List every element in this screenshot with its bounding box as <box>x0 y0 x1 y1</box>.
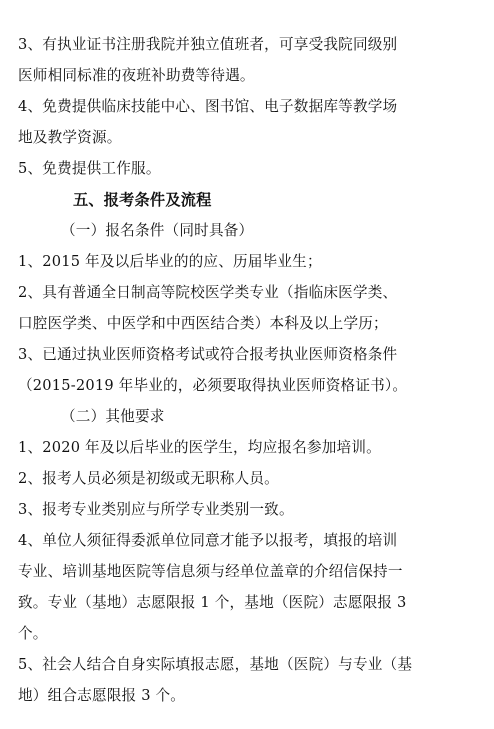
item-3-line-2: 医师相同标准的夜班补助费等待遇。 <box>18 67 255 84</box>
item-4-line-1: 4、免费提供临床技能中心、图书馆、电子数据库等教学场 <box>18 98 398 115</box>
subsection-heading-1: （一）报名条件（同时具备） <box>61 222 254 239</box>
requirement-3: 3、报考专业类别应与所学专业类别一致。 <box>18 501 294 518</box>
item-5-line-1: 5、免费提供工作服。 <box>18 160 161 177</box>
condition-3-line-2: （2015-2019 年毕业的，必须要取得执业医师资格证书）。 <box>18 377 408 394</box>
condition-1: 1、2015 年及以后毕业的的应、历届毕业生； <box>18 253 322 270</box>
requirement-4-line-4: 个。 <box>18 625 48 642</box>
requirement-4-line-3: 致。专业（基地）志愿限报 1 个，基地（医院）志愿限报 3 <box>18 594 407 611</box>
section-heading: 五、报考条件及流程 <box>73 191 212 209</box>
subsection-heading-2: （二）其他要求 <box>61 408 165 425</box>
requirement-5-line-1: 5、社会人结合自身实际填报志愿，基地（医院）与专业（基 <box>18 656 413 673</box>
item-3-line-1: 3、有执业证书注册我院并独立值班者，可享受我院同级别 <box>18 36 398 53</box>
requirement-5-line-2: 地）组合志愿限报 3 个。 <box>18 687 186 704</box>
requirement-4-line-1: 4、单位人须征得委派单位同意才能予以报考，填报的培训 <box>18 532 398 549</box>
condition-2-line-1: 2、具有普通全日制高等院校医学类专业（指临床医学类、 <box>18 284 398 301</box>
requirement-2: 2、报考人员必须是初级或无职称人员。 <box>18 470 279 487</box>
requirement-1: 1、2020 年及以后毕业的医学生，均应报名参加培训。 <box>18 439 381 456</box>
condition-2-line-2: 口腔医学类、中医学和中西医结合类）本科及以上学历； <box>18 315 388 332</box>
requirement-4-line-2: 专业、培训基地医院等信息须与经单位盖章的介绍信保持一 <box>18 563 403 580</box>
condition-3-line-1: 3、已通过执业医师资格考试或符合报考执业医师资格条件 <box>18 346 398 363</box>
item-4-line-2: 地及教学资源。 <box>18 129 122 146</box>
